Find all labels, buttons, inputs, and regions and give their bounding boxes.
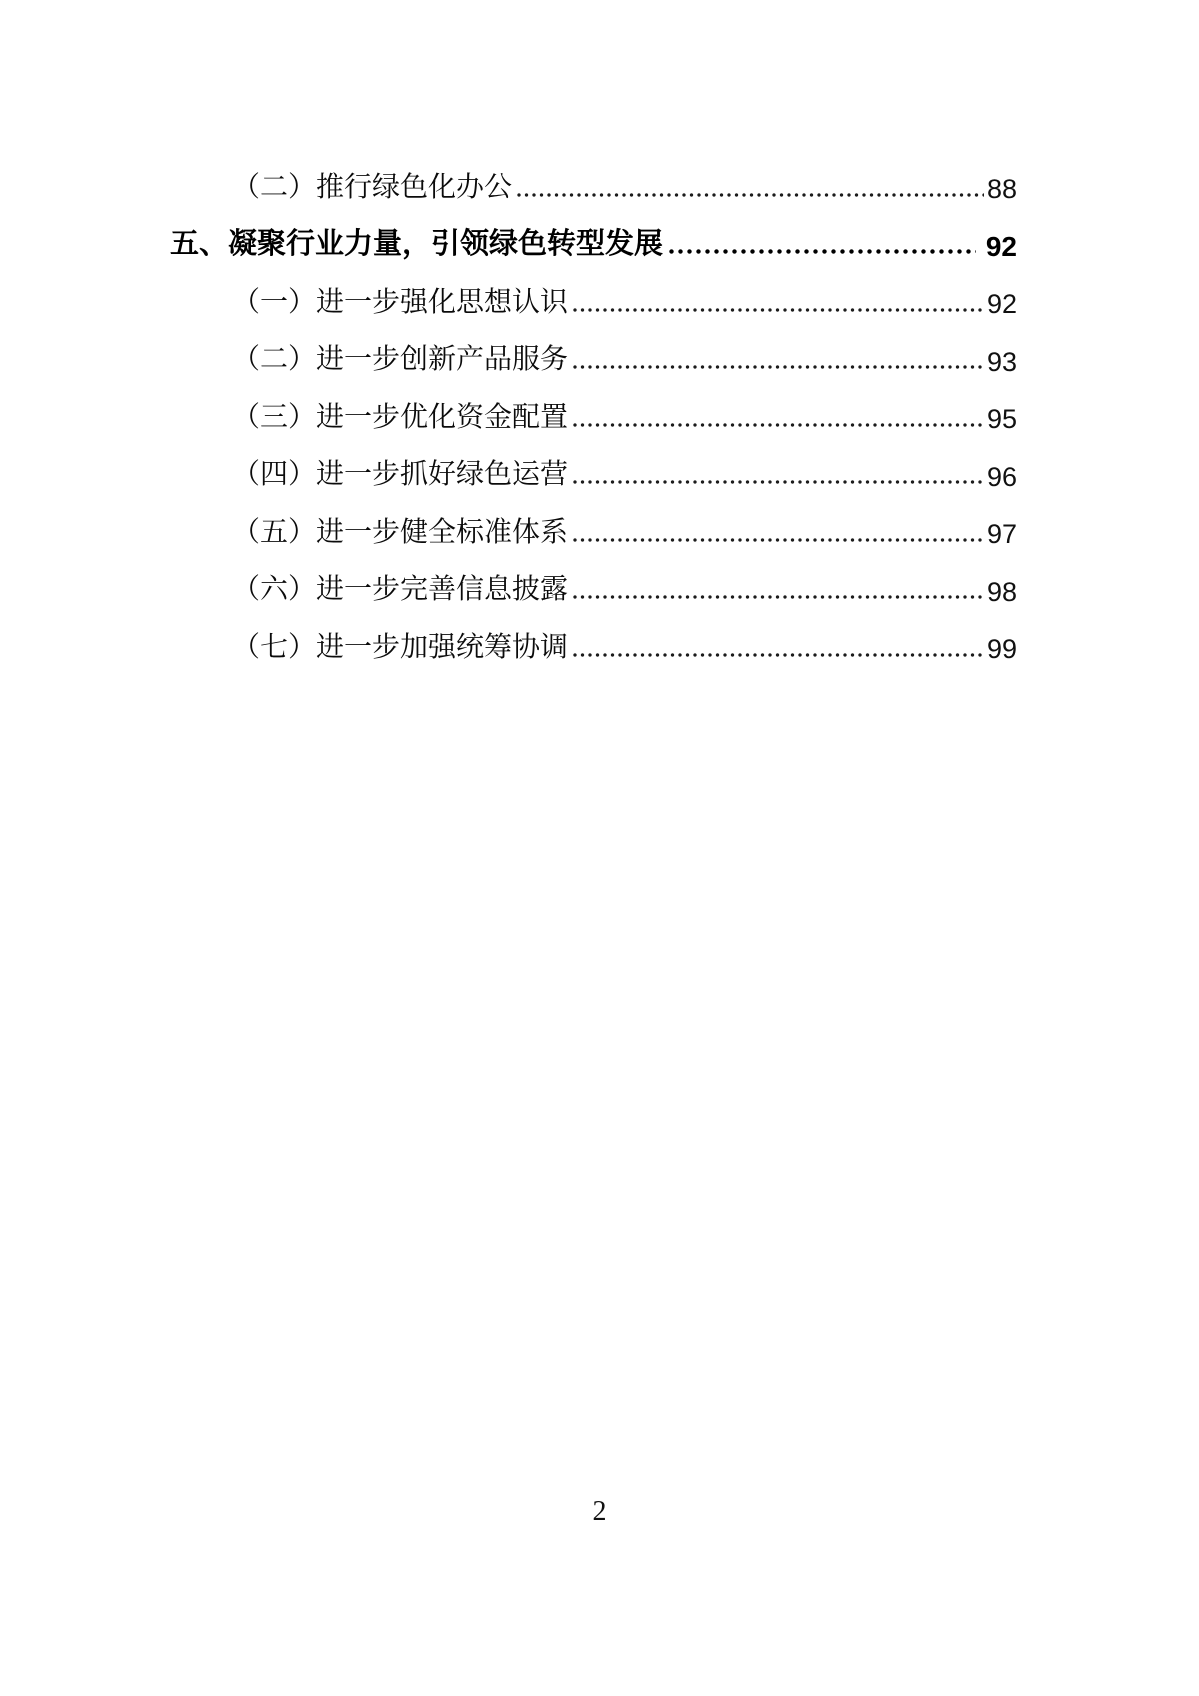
toc-entry-label: （四）进一步抓好绿色运营 xyxy=(232,459,569,491)
toc-entry[interactable] xyxy=(170,500,1017,558)
toc-entry-label: （五）进一步健全标准体系 xyxy=(232,516,569,548)
toc-entry-page: 96 xyxy=(986,461,1017,492)
toc-entry-page: 98 xyxy=(986,576,1017,607)
toc-entry[interactable] xyxy=(170,385,1017,443)
toc-list xyxy=(0,0,1199,673)
dot-leader-icon xyxy=(573,538,984,542)
dot-leader-icon xyxy=(573,653,984,657)
toc-entry[interactable] xyxy=(170,558,1017,616)
toc-entry[interactable] xyxy=(170,213,1017,271)
toc-entry-page: 99 xyxy=(986,634,1017,665)
toc-entry-label: （二）进一步创新产品服务 xyxy=(232,344,569,376)
toc-entry-label: （一）进一步强化思想认识 xyxy=(232,286,569,318)
dot-leader-icon xyxy=(669,249,976,254)
toc-entry-page: 93 xyxy=(986,346,1017,377)
toc-entry[interactable] xyxy=(170,328,1017,386)
dot-leader-icon xyxy=(573,308,984,312)
dot-leader-icon xyxy=(573,365,984,369)
toc-entry-page: 92 xyxy=(986,289,1017,320)
toc-entry-page: 95 xyxy=(986,404,1017,435)
dot-leader-icon xyxy=(517,193,984,197)
footer-page-number: 2 xyxy=(592,1496,607,1527)
toc-entry[interactable] xyxy=(170,443,1017,501)
toc-entry-page: 92 xyxy=(985,230,1017,262)
toc-entry[interactable] xyxy=(170,155,1017,213)
dot-leader-icon xyxy=(573,423,984,427)
toc-entry-label: （二）推行绿色化办公 xyxy=(232,171,513,203)
page-footer xyxy=(0,1496,1199,1528)
toc-entry-page: 88 xyxy=(986,174,1017,205)
toc-entry-page: 97 xyxy=(986,519,1017,550)
toc-entry-label: （三）进一步优化资金配置 xyxy=(232,401,569,433)
toc-entry[interactable] xyxy=(170,615,1017,673)
toc-entry-label: （七）进一步加强统筹协调 xyxy=(232,631,569,663)
dot-leader-icon xyxy=(573,480,984,484)
toc-entry-label: 五、凝聚行业力量，引领绿色转型发展 xyxy=(170,228,664,261)
toc-entry[interactable] xyxy=(170,270,1017,328)
dot-leader-icon xyxy=(573,595,984,599)
toc-entry-label: （六）进一步完善信息披露 xyxy=(232,574,569,606)
